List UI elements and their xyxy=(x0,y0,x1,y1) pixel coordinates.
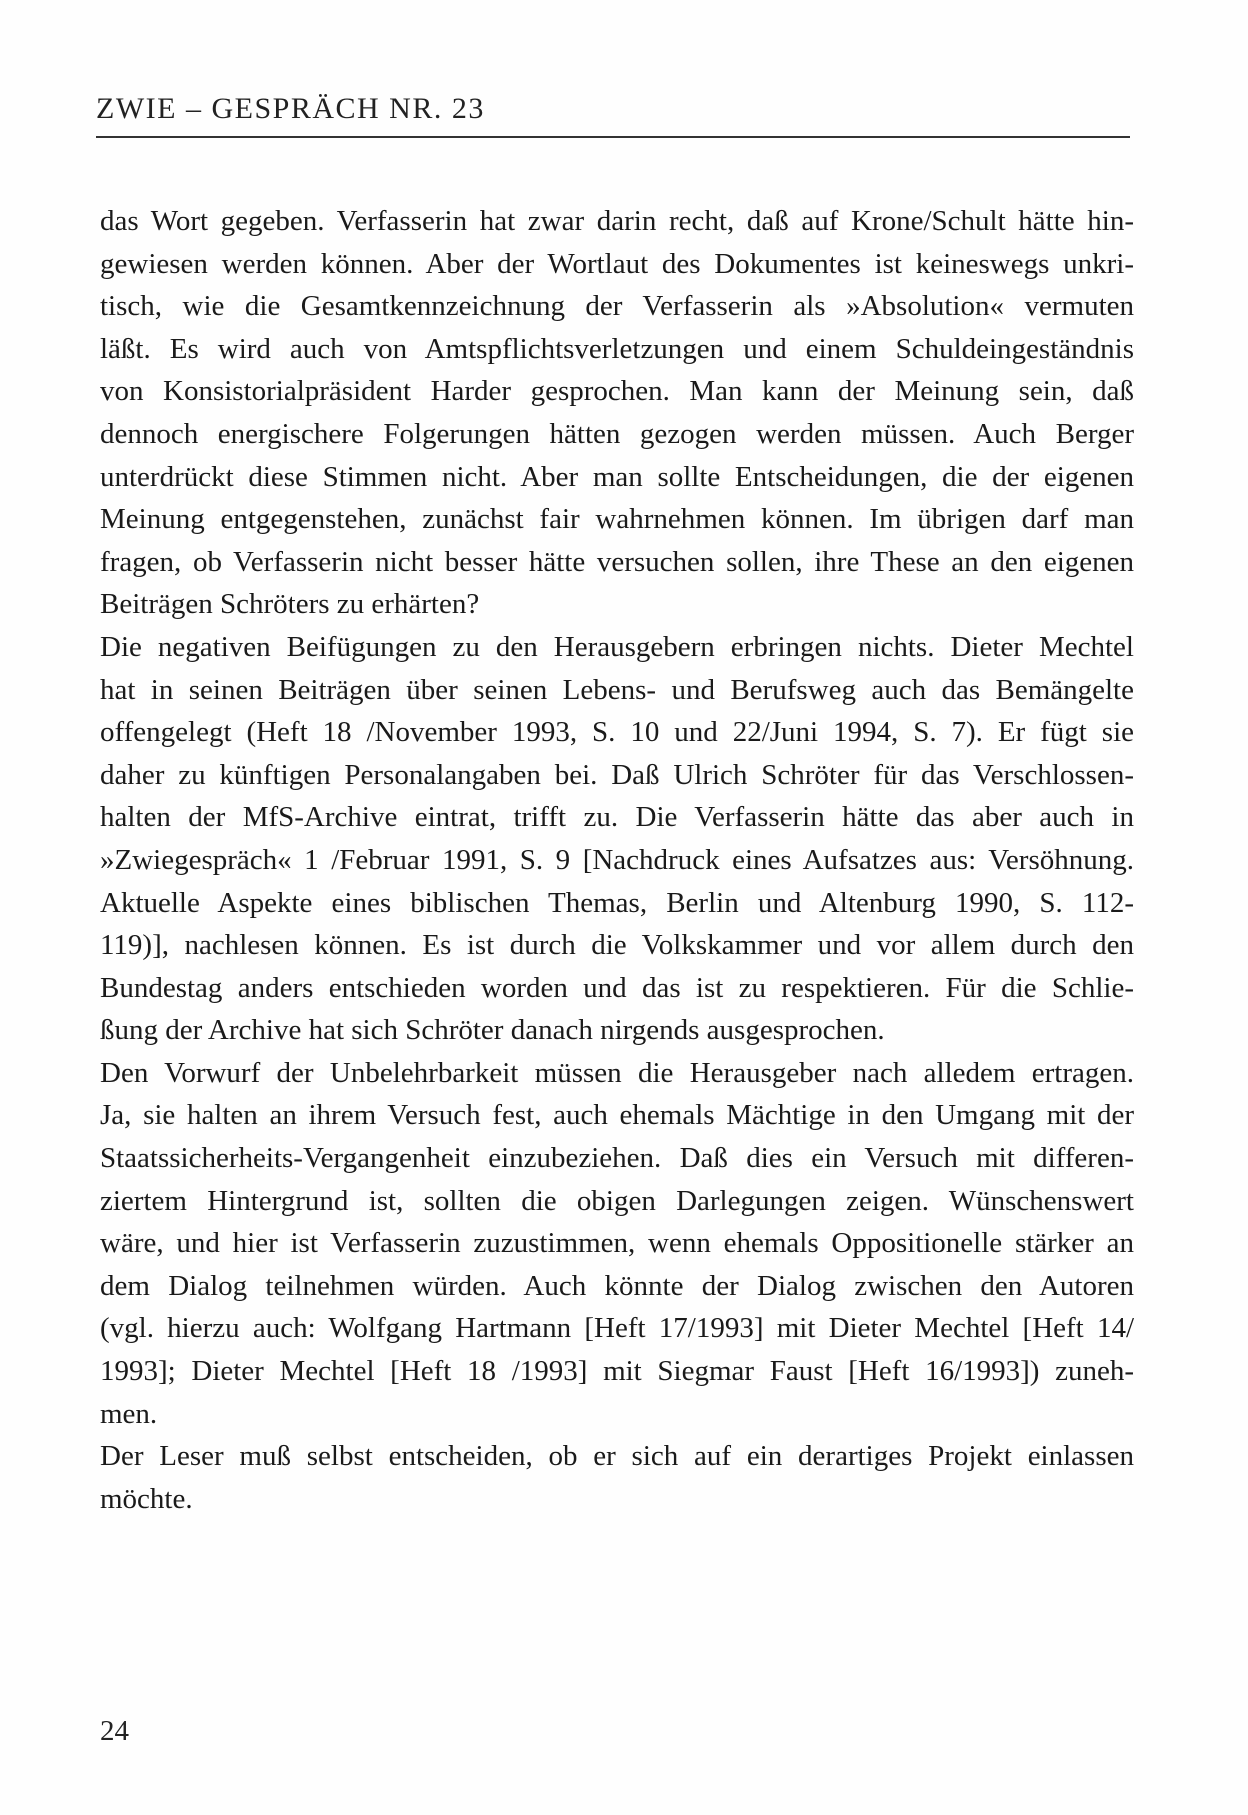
text-line: unterdrückt diese Stimmen nicht. Aber man sollte Entscheidungen, die der eigenen xyxy=(100,460,1134,493)
text-line: Beiträgen Schröters zu erhärten? xyxy=(100,588,480,621)
header-rule xyxy=(96,136,1130,138)
text-line: Der Leser muß selbst entscheiden, ob er sich auf ein derartiges Projekt einlassen xyxy=(100,1440,1134,1473)
text-line: von Konsistorialpräsident Harder gesprochen. Man kann der Meinung sein, daß xyxy=(100,375,1134,408)
text-line: läßt. Es wird auch von Amtspflichtsverletzungen und einem Schuldeingeständnis xyxy=(100,332,1134,365)
text-line: Die negativen Beifügungen zu den Herausgebern erbringen nichts. Dieter Mechtel xyxy=(100,630,1134,663)
text-line: hat in seinen Beiträgen über seinen Lebens- und Berufsweg auch das Bemängelte xyxy=(100,673,1134,706)
text-line: fragen, ob Verfasserin nicht besser hätte versuchen sollen, ihre These an den eigenen xyxy=(100,545,1134,578)
text-line: men. xyxy=(100,1397,158,1430)
text-line: ßung der Archive hat sich Schröter danach nirgends ausgesprochen. xyxy=(100,1014,885,1047)
text-line: offengelegt (Heft 18 /November 1993, S. 10 und 22/Juni 1994, S. 7). Er fügt sie xyxy=(100,716,1134,749)
text-line: (vgl. hierzu auch: Wolfgang Hartmann [Heft 17/1993] mit Dieter Mechtel [Heft 14/ xyxy=(100,1312,1134,1345)
text-line: dem Dialog teilnehmen würden. Auch könnte der Dialog zwischen den Autoren xyxy=(100,1269,1134,1302)
text-line: das Wort gegeben. Verfasserin hat zwar darin recht, daß auf Krone/Schult hätte hin- xyxy=(100,205,1134,237)
text-line: möchte. xyxy=(100,1482,193,1515)
text-line: ziertem Hintergrund ist, sollten die obigen Darlegungen zeigen. Wünschenswert xyxy=(100,1184,1134,1217)
text-line: »Zwiegespräch« 1 /Februar 1991, S. 9 [Nachdruck eines Aufsatzes aus: Versöhnung. xyxy=(100,843,1134,876)
text-line: dennoch energischere Folgerungen hätten gezogen werden müssen. Auch Berger xyxy=(100,417,1134,450)
text-line: halten der MfS-Archive eintrat, trifft zu. Die Verfasserin hätte das aber auch in xyxy=(100,801,1134,834)
text-line: gewiesen werden können. Aber der Wortlaut des Dokumentes ist keineswegs unkri- xyxy=(100,247,1134,280)
text-line: Den Vorwurf der Unbelehrbarkeit müssen die Herausgeber nach alledem ertragen. xyxy=(100,1056,1134,1089)
text-line: Ja, sie halten an ihrem Versuch fest, auch ehemals Mächtige in den Umgang mit der xyxy=(100,1099,1134,1132)
page-number: 24 xyxy=(100,1715,129,1747)
text-line: wäre, und hier ist Verfasserin zuzustimmen, wenn ehemals Oppositionelle stärker an xyxy=(100,1227,1134,1260)
text-line: daher zu künftigen Personalangaben bei. Daß Ulrich Schröter für das Verschlossen- xyxy=(100,758,1134,791)
text-line: Meinung entgegenstehen, zunächst fair wahrnehmen können. Im übrigen darf man xyxy=(100,503,1134,536)
text-line: 119)], nachlesen können. Es ist durch die Volkskammer und vor allem durch den xyxy=(100,929,1134,962)
text-line: 1993]; Dieter Mechtel [Heft 18 /1993] mit Siegmar Faust [Heft 16/1993]) zuneh- xyxy=(100,1355,1134,1388)
running-head-title: ZWIE – GESPRÄCH NR. 23 xyxy=(96,92,485,125)
text-line: Bundestag anders entschieden worden und das ist zu respektieren. Für die Schlie- xyxy=(100,971,1134,1004)
text-line: tisch, wie die Gesamtkennzeichnung der Verfasserin als »Absolution« vermuten xyxy=(100,290,1134,323)
body-text xyxy=(100,200,1134,1520)
text-line: Staatssicherheits-Vergangenheit einzubeziehen. Daß dies ein Versuch mit differen- xyxy=(100,1142,1134,1175)
text-line: Aktuelle Aspekte eines biblischen Themas, Berlin und Altenburg 1990, S. 112- xyxy=(100,886,1134,919)
